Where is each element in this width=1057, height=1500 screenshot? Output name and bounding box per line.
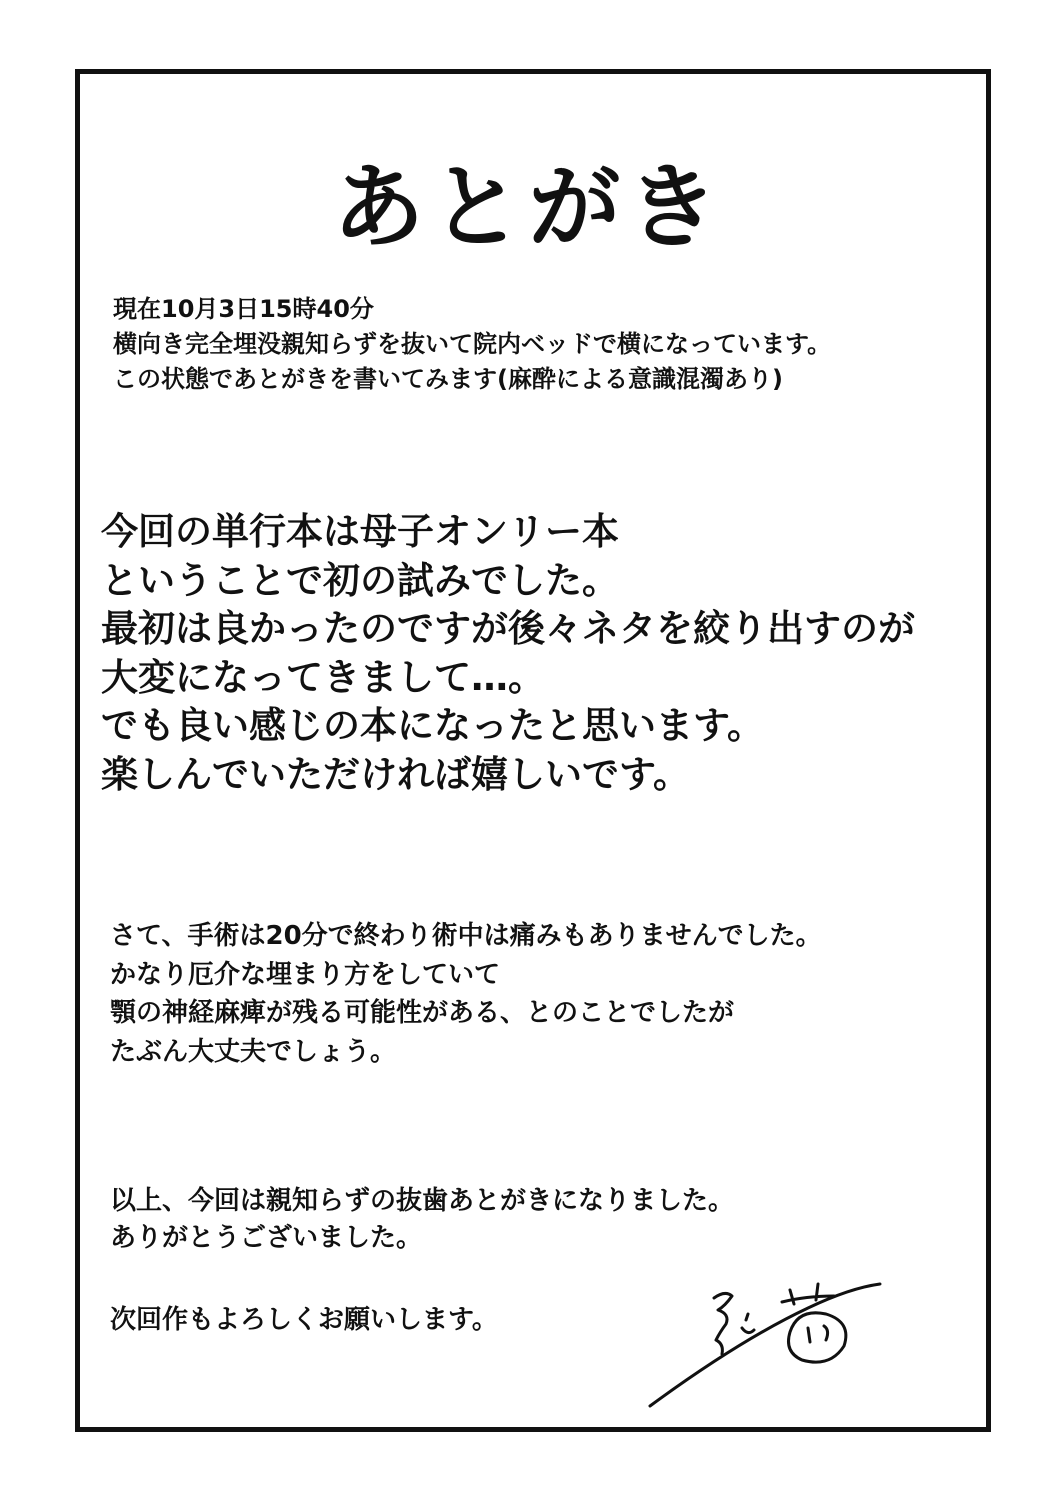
page-title: あとがき: [332, 153, 725, 261]
surgery-line: 顎の神経麻痺が残る可能性がある、とのことでしたが: [110, 998, 735, 1028]
main-line: 大変になってきまして…。: [101, 655, 545, 699]
intro-line: 横向き完全埋没親知らずを抜いて院内ベッドで横になっています。: [113, 330, 832, 358]
main-line: でも良い感じの本になったと思います。: [101, 704, 765, 747]
main-line: 今回の単行本は母子オンリー本: [101, 510, 619, 553]
intro-line: この状態であとがきを書いてみます(麻酔による意識混濁あり): [113, 365, 783, 393]
surgery-line: たぶん大丈夫でしょう。: [110, 1036, 397, 1067]
main-line: 楽しんでいただければ嬉しいです。: [101, 752, 691, 796]
surgery-line: かなり厄介な埋まり方をしていて: [110, 959, 501, 990]
surgery-paragraph: [110, 917, 822, 1071]
main-paragraph: [101, 508, 915, 799]
handwritten-signature-icon: [630, 1270, 900, 1420]
farewell-paragraph: [110, 1302, 498, 1339]
surgery-line: さて、手術は20分で終わり術中は痛みもありませんでした。: [110, 921, 822, 951]
closing-paragraph: [110, 1183, 734, 1257]
intro-line: 現在10月3日15時40分: [113, 295, 374, 323]
intro-paragraph: [113, 292, 831, 397]
main-line: 最初は良かったのですが後々ネタを絞り出すのが: [101, 607, 915, 650]
closing-line: 以上、今回は親知らずの抜歯あとがきになりました。: [110, 1186, 735, 1216]
main-line: ということで初の試みでした。: [101, 558, 619, 602]
closing-line: ありがとうございました。: [110, 1223, 423, 1253]
farewell-line: 次回作もよろしくお願いします。: [110, 1305, 498, 1335]
